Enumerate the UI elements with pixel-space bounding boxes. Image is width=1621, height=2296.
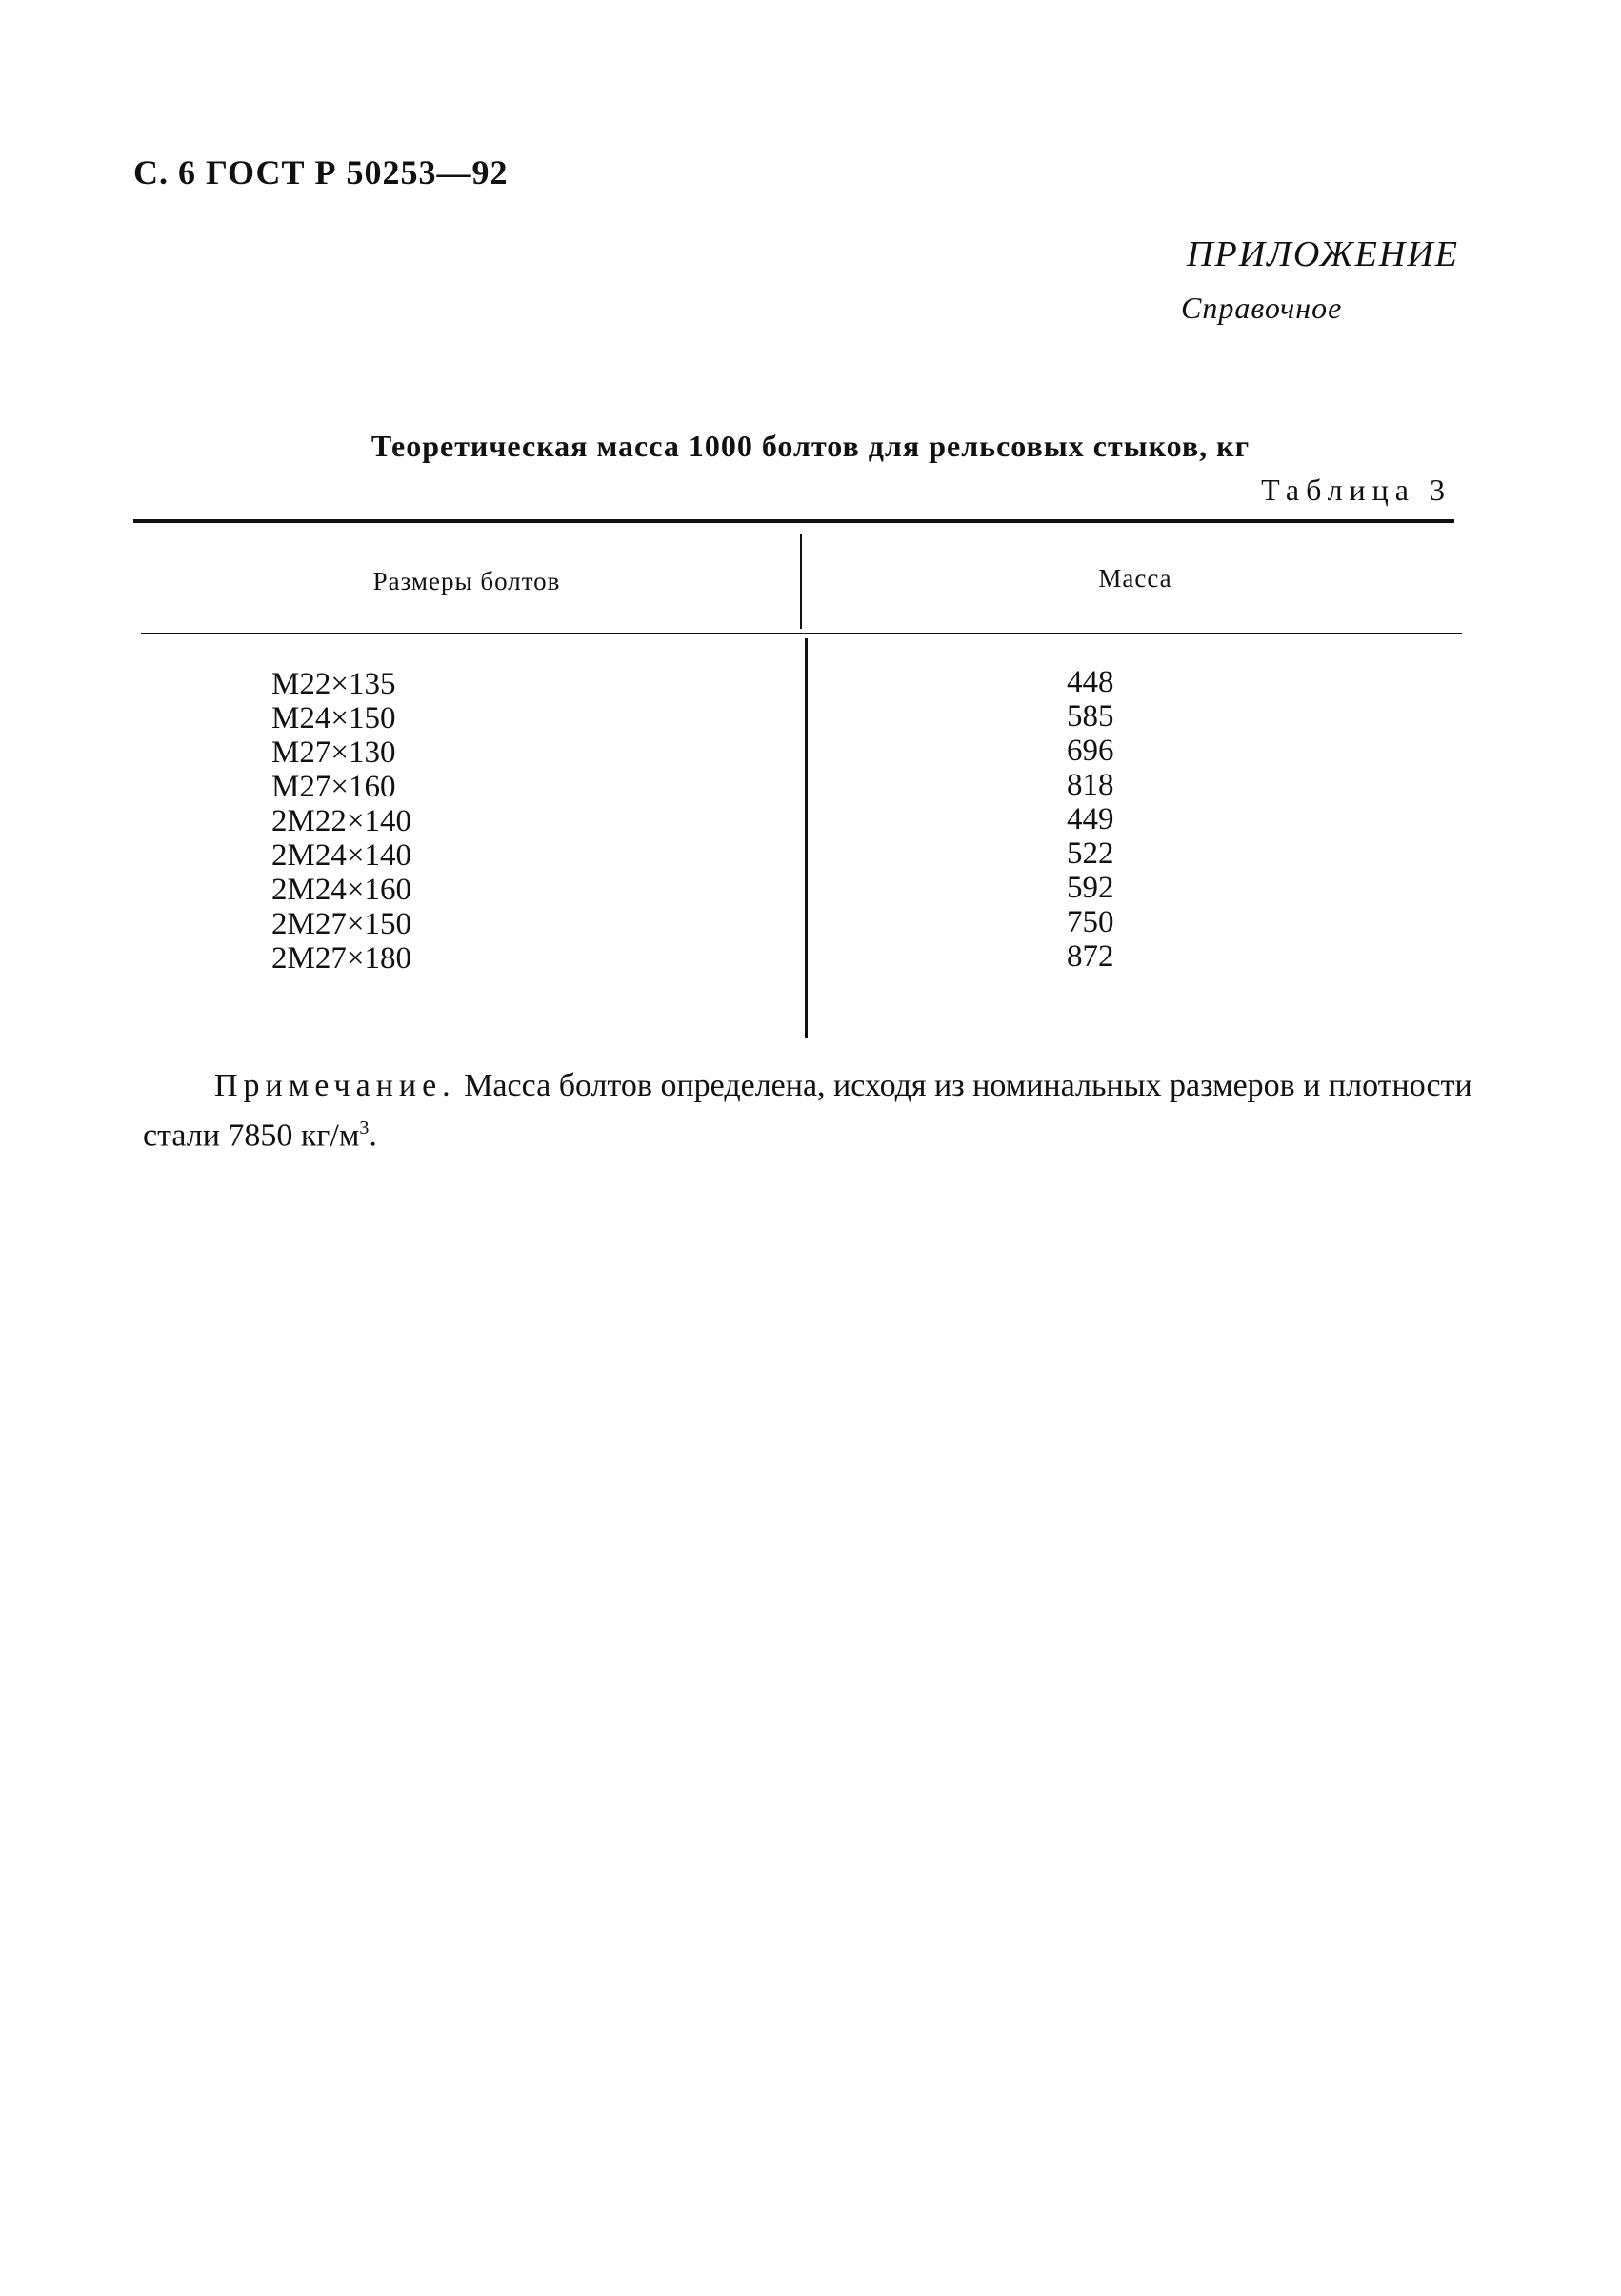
table-cell-size: М27×160 xyxy=(271,770,396,804)
table-cell-size: 2М24×160 xyxy=(271,873,411,907)
table-number: Таблица 3 xyxy=(1261,473,1451,507)
table-caption: Теоретическая масса 1000 болтов для рельсовых стыков, кг xyxy=(370,429,1251,463)
column-header-size: Размеры болтов xyxy=(372,567,561,595)
table-cell-mass: 750 xyxy=(1067,905,1114,939)
table-cell-size: М22×135 xyxy=(271,667,396,701)
table-cell-size: 2М27×180 xyxy=(271,941,411,976)
table-cell-size: 2М24×140 xyxy=(271,838,411,873)
note-superscript: 3 xyxy=(359,1118,370,1138)
mass-column xyxy=(1067,665,1114,974)
table-cell-size: М27×130 xyxy=(271,735,396,770)
appendix-subtitle: Справочное xyxy=(1181,291,1343,325)
page-header: С. 6 ГОСТ Р 50253—92 xyxy=(133,153,509,191)
table-cell-mass: 818 xyxy=(1067,768,1114,802)
table-top-rule xyxy=(133,519,1454,523)
table-cell-size: М24×150 xyxy=(271,701,396,735)
table-header-rule xyxy=(141,633,1462,634)
note-end: . xyxy=(369,1118,377,1154)
table-cell-mass: 585 xyxy=(1067,699,1114,734)
table-cell-mass: 522 xyxy=(1067,836,1114,871)
table-cell-size: 2М22×140 xyxy=(271,804,411,838)
table-cell-mass: 592 xyxy=(1067,871,1114,905)
body-column-divider xyxy=(805,638,808,1038)
table-cell-mass: 448 xyxy=(1067,665,1114,699)
size-column xyxy=(271,667,411,976)
table-cell-mass: 696 xyxy=(1067,734,1114,768)
table-cell-size: 2М27×150 xyxy=(271,907,411,941)
table-note xyxy=(143,1065,1476,1157)
table-cell-mass: 872 xyxy=(1067,939,1114,974)
table-cell-mass: 449 xyxy=(1067,802,1114,836)
column-header-mass: Масса xyxy=(1098,564,1172,593)
note-text: Масса болтов определена, исходя из номинальных размеров и плотности стали 7850 кг/м xyxy=(143,1068,1472,1154)
appendix-title: ПРИЛОЖЕНИЕ xyxy=(1187,234,1459,274)
note-lead: Примечание. xyxy=(214,1068,456,1103)
